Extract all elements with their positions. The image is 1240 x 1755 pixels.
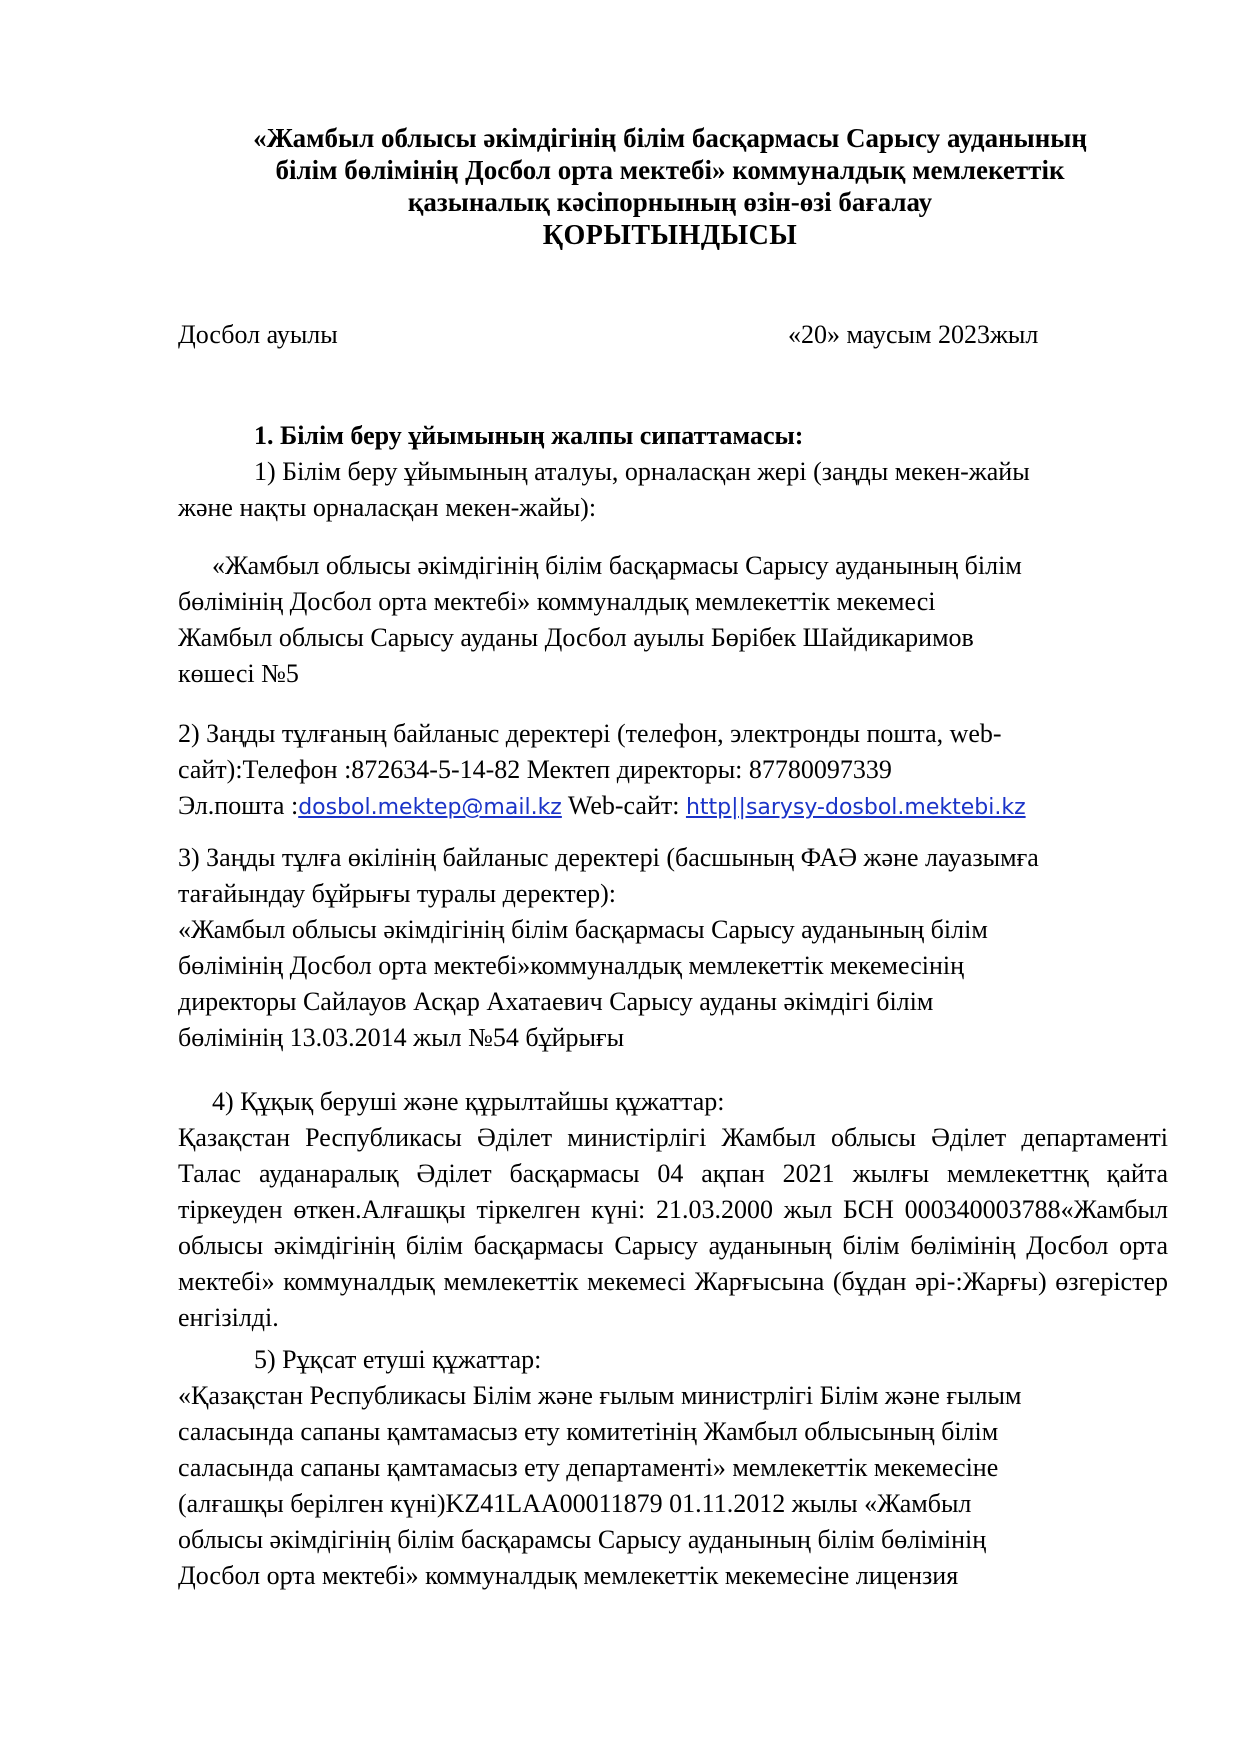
place-text: Досбол ауылы bbox=[178, 320, 338, 349]
title-line-2: білім бөлімінің Досбол орта мектебі» коммуналдық мемлекеттік bbox=[275, 155, 1065, 185]
item-3-line-1: 3) Заңды тұлға өкілінің байланыс деректері (басшының ФАӘ және лауазымға bbox=[178, 843, 1039, 872]
org-line-4: көшесі №5 bbox=[178, 659, 299, 688]
item-3-line-2: тағайындау бұйрығы туралы деректер): bbox=[178, 879, 617, 908]
item-4-text: Қазақстан Республикасы Әділет министірлігі Жамбыл облысы Әділет департаменті Талас ауданаралық Әділет басқармасы 04 ақпан 2021 жылғы мемлекеттнқ қайта тіркеуден өткен.Алғашқы тіркелген күні: 21.03.2000 жыл БСН 000340003788«Жамбыл облысы әкімдігінің білім басқармасы Сарысу ауданының білім бөлімінің Досбол орта мектебі» коммуналдық мемлекеттік мекемесі Жарғысына (бұдан әрі-:Жарғы) өзгерістер енгізілді. bbox=[178, 1123, 1168, 1332]
email-label: Эл.пошта : bbox=[178, 791, 299, 820]
item-3-representative bbox=[178, 840, 1168, 1056]
item-2-contacts bbox=[178, 716, 1168, 826]
website-link[interactable]: http||sarysy-dosbol.mektebi.kz bbox=[685, 795, 1026, 820]
title-line-1: «Жамбыл облысы әкімдігінің білім басқармасы Сарысу ауданының bbox=[253, 123, 1087, 153]
document-title bbox=[180, 122, 1160, 252]
item-3-line-6: бөлімінің 13.03.2014 жыл №54 бұйрығы bbox=[178, 1023, 625, 1052]
item-5-line-5: облысы әкімдігінің білім басқарамсы Сарысу ауданының білім бөлімінің bbox=[178, 1525, 987, 1554]
org-address bbox=[178, 548, 1168, 692]
item-5-line-3: саласында сапаны қамтамасыз ету департаменті» мемлекеттік мекемесіне bbox=[178, 1453, 999, 1482]
item-3-line-3: «Жамбыл облысы әкімдігінің білім басқармасы Сарысу ауданының білім bbox=[178, 915, 988, 944]
item-4-heading: 4) Құқық беруші және құрылтайшы құжаттар: bbox=[212, 1087, 725, 1116]
org-line-3: Жамбыл облысы Сарысу ауданы Досбол ауылы Бөрібек Шайдикаримов bbox=[178, 623, 974, 652]
title-line-3: қазыналық кәсіпорнының өзін-өзі бағалау bbox=[407, 187, 933, 217]
item-5-line-2: саласында сапаны қамтамасыз ету комитетінің Жамбыл облысының білім bbox=[178, 1417, 999, 1446]
org-line-2: бөлімінің Досбол орта мектебі» коммуналдық мемлекеттік мекемесі bbox=[178, 587, 936, 616]
item-1-line-1: 1) Білім беру ұйымының аталуы, орналасқан жері (заңды мекен-жайы bbox=[254, 457, 1030, 486]
place-date-row bbox=[178, 320, 1078, 354]
item-2-line-3 bbox=[178, 788, 1168, 826]
item-3-line-4: бөлімінің Досбол орта мектебі»коммуналдық мемлекеттік мекемесінің bbox=[178, 951, 965, 980]
item-4-documents bbox=[178, 1084, 1168, 1336]
item-3-line-5: директоры Сайлауов Асқар Ахатаевич Сарысу ауданы әкімдігі білім bbox=[178, 987, 934, 1016]
org-line-1: «Жамбыл облысы әкімдігінің білім басқармасы Сарысу ауданының білім bbox=[212, 551, 1022, 580]
website-label: Web-сайт: bbox=[561, 791, 686, 820]
item-5-heading: 5) Рұқсат етуші құжаттар: bbox=[254, 1345, 542, 1374]
item-5-line-4: (алғашқы берілген күні)KZ41LAA00011879 01.11.2012 жылы «Жамбыл bbox=[178, 1489, 972, 1518]
email-link[interactable]: dosbol.mektep@mail.kz bbox=[298, 795, 562, 820]
title-heading: ҚОРЫТЫНДЫСЫ bbox=[542, 220, 798, 251]
item-1-line-2: және нақты орналасқан мекен-жайы): bbox=[178, 493, 597, 522]
date-text: «20» маусым 2023жыл bbox=[788, 320, 1039, 349]
item-5-line-1: «Қазақстан Республикасы Білім және ғылым министрлігі Білім және ғылым bbox=[178, 1381, 1022, 1410]
item-5-permits bbox=[178, 1342, 1168, 1594]
section-1-intro bbox=[178, 418, 1168, 526]
item-2-line-2: сайт):Телефон :872634-5-14-82 Мектеп директоры: 87780097339 bbox=[178, 755, 892, 784]
section-1-heading: 1. Білім беру ұйымының жалпы сипаттамасы: bbox=[254, 421, 804, 450]
item-5-line-6: Досбол орта мектебі» коммуналдық мемлекеттік мекемесіне лицензия bbox=[178, 1561, 959, 1590]
item-2-line-1: 2) Заңды тұлғаның байланыс деректері (телефон, электронды пошта, web- bbox=[178, 719, 1002, 748]
